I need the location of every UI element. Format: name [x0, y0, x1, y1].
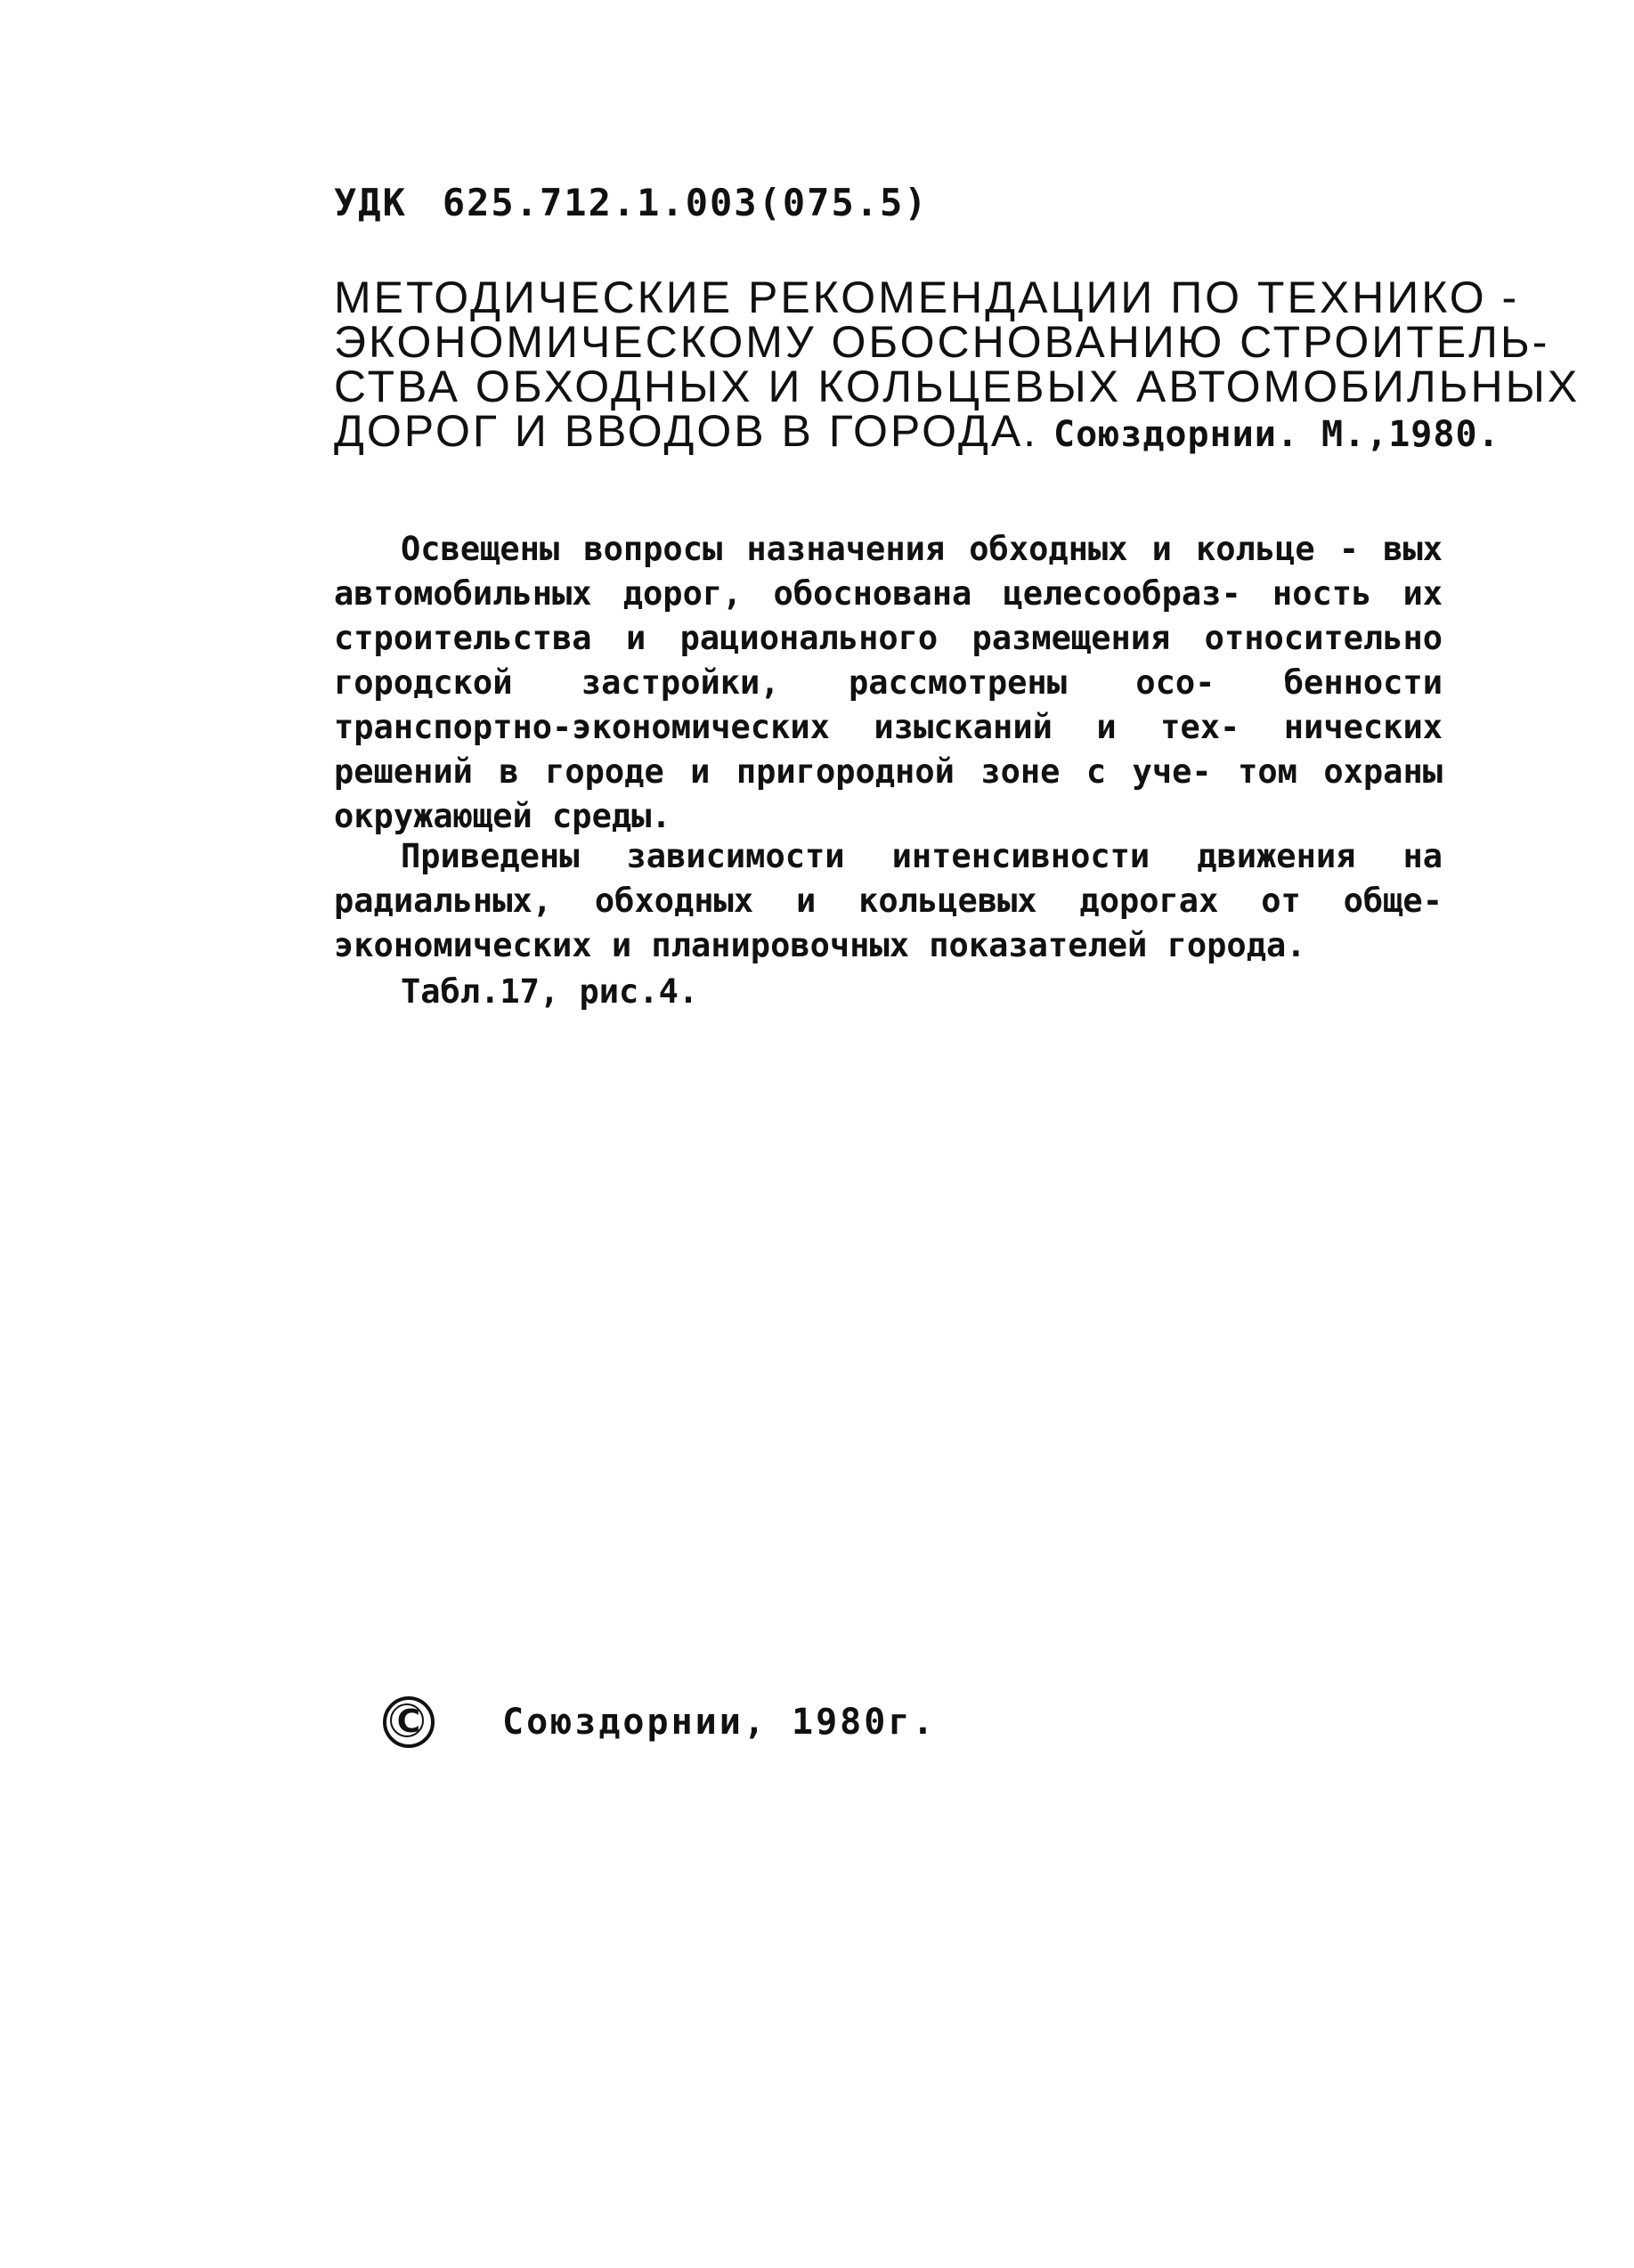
copyright-line: [383, 1696, 936, 1748]
udk-label: УДК: [334, 181, 407, 224]
udk-line: [334, 181, 929, 224]
title-line-1: МЕТОДИЧЕСКИЕ РЕКОМЕНДАЦИИ ПО ТЕХНИКО -: [334, 272, 1520, 322]
copyright-text: Союздорнии, 1980г.: [502, 1702, 937, 1743]
title-line-4: [334, 405, 1500, 457]
udk-code: 625.712.1.003(075.5): [442, 181, 929, 224]
abstract-paragraph-1: Освещены вопросы назначения обходных и кольце - вых автомобильных дорог, обоснована целесообраз- ность их строительства и рационального размещения относительно городской застройки, рассмотрены осо- бенности транспортно-экономических изысканий и тех- нических решений в городе и пригородной зоне с уче- том охраны окружающей среды.: [334, 530, 1443, 835]
title-line-3: СТВА ОБХОДНЫХ И КОЛЬЦЕВЫХ АВТОМОБИЛЬНЫХ: [334, 362, 1581, 411]
title-line-4-text: ДОРОГ И ВВОДОВ В ГОРОДА.: [334, 406, 1039, 456]
title-line-2: ЭКОНОМИЧЕСКОМУ ОБОСНОВАНИЮ СТРОИТЕЛЬ-: [334, 317, 1550, 367]
copyright-icon: C: [383, 1696, 435, 1748]
tables-figures-count: Табл.17, рис.4.: [401, 972, 699, 1011]
abstract-paragraph-2: Приведены зависимости интенсивности движения на радиальных, обходных и кольцевых дорогах от обще- экономических и планировочных показателей города.: [334, 837, 1443, 964]
publisher-reference: Союздорнии. М.,1980.: [1053, 414, 1500, 455]
